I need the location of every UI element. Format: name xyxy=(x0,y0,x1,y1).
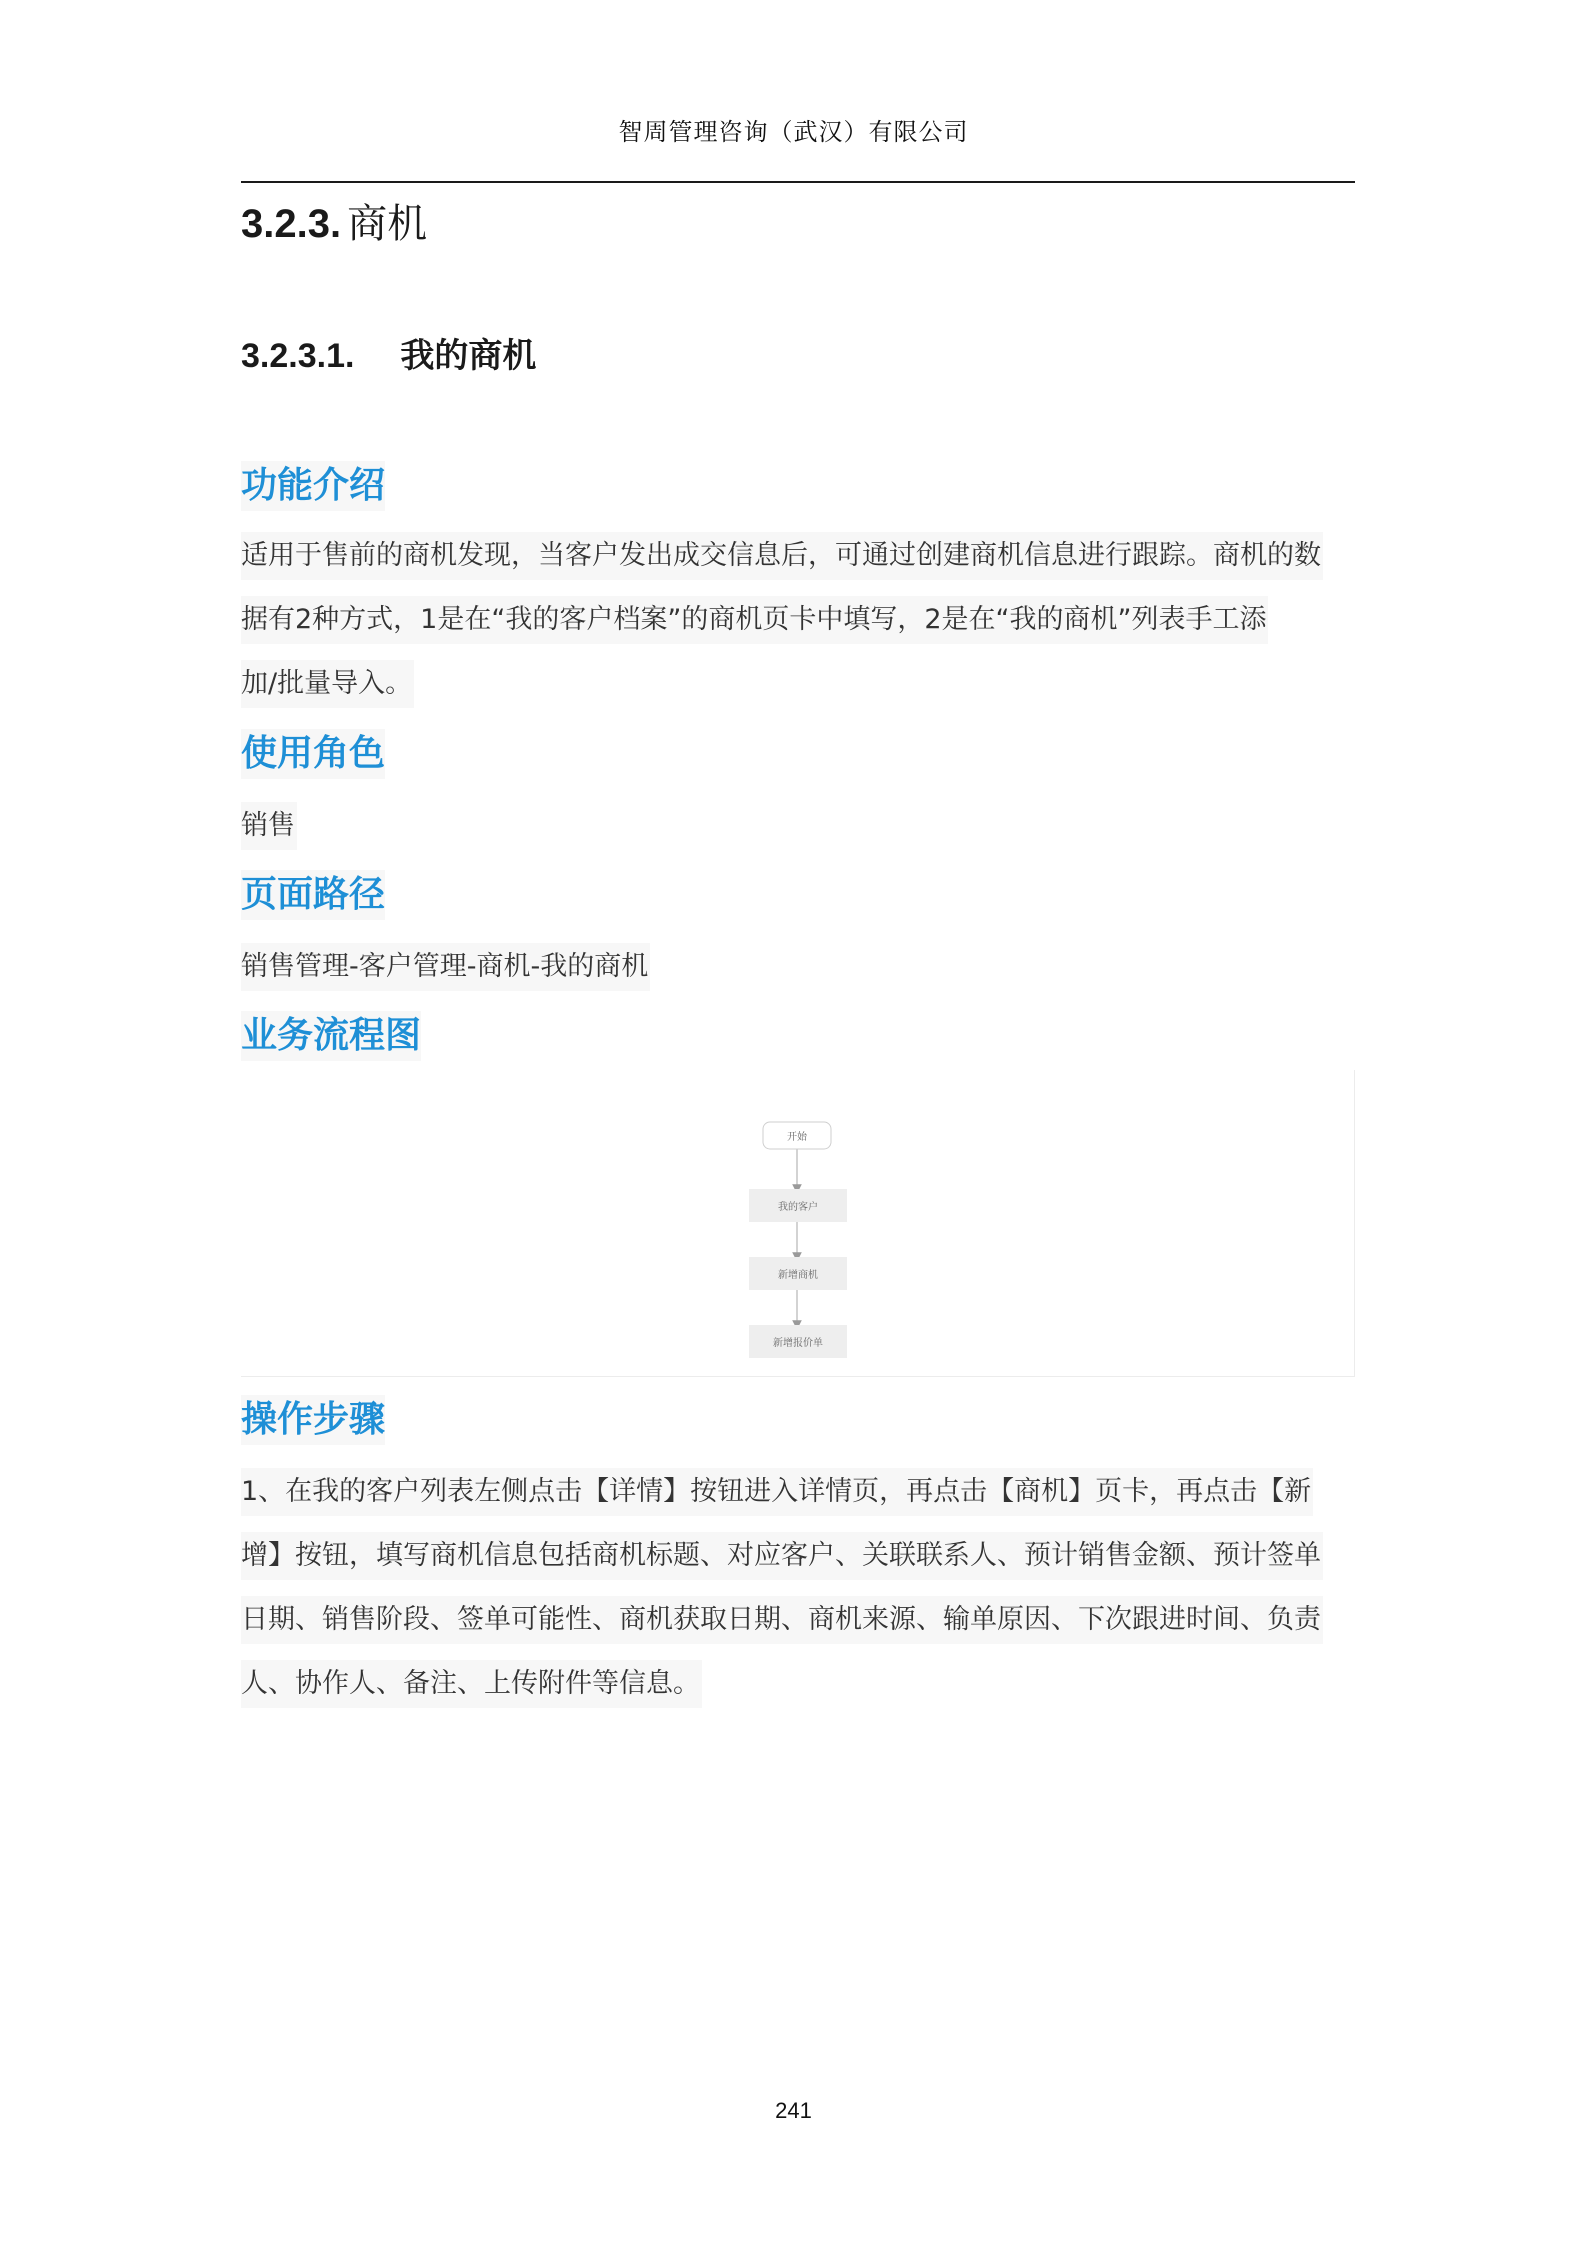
page-path-label: 页面路径 xyxy=(241,870,385,920)
function-intro-label: 功能介绍 xyxy=(241,461,385,511)
steps-text xyxy=(241,1460,1355,1716)
subsection-title: 我的商机 xyxy=(400,336,537,376)
page-number: 241 xyxy=(775,2098,812,2123)
section-title: 商机 xyxy=(347,201,428,247)
steps-label: 操作步骤 xyxy=(241,1395,385,1445)
paragraph-line: 日期、销售阶段、签单可能性、商机获取日期、商机来源、输单原因、下次跟进时间、负责 xyxy=(241,1588,1355,1652)
subsection-heading xyxy=(241,328,536,377)
page-path-text xyxy=(241,935,1355,999)
flowchart-label: 业务流程图 xyxy=(241,1011,421,1061)
roles-label: 使用角色 xyxy=(241,729,385,779)
paragraph-line: 销售 xyxy=(241,794,1355,858)
flow-node-label: 新增商机 xyxy=(778,1270,818,1281)
paragraph-line: 加/批量导入。 xyxy=(241,652,1355,716)
running-header: 智周管理咨询（武汉）有限公司 xyxy=(618,118,969,146)
paragraph-line: 据有2种方式，1是在“我的客户档案”的商机页卡中填写，2是在“我的商机”列表手工添 xyxy=(241,588,1355,652)
section-heading xyxy=(241,192,427,249)
paragraph-line: 1、在我的客户列表左侧点击【详情】按钮进入详情页，再点击【商机】页卡，再点击【新 xyxy=(241,1460,1355,1524)
flow-node-label: 开始 xyxy=(787,1132,807,1143)
flow-node-label: 新增报价单 xyxy=(773,1338,823,1349)
flow-node-label: 我的客户 xyxy=(778,1202,818,1213)
paragraph-line: 销售管理-客户管理-商机-我的商机 xyxy=(241,935,1355,999)
paragraph-line: 增】按钮，填写商机信息包括商机标题、对应客户、关联联系人、预计销售金额、预计签单 xyxy=(241,1524,1355,1588)
subsection-number: 3.2.3.1. xyxy=(241,337,355,375)
header-rule xyxy=(241,181,1355,183)
paragraph-line: 人、协作人、备注、上传附件等信息。 xyxy=(241,1652,1355,1716)
roles-text xyxy=(241,794,1355,858)
flowchart-image xyxy=(241,1070,1355,1377)
paragraph-line: 适用于售前的商机发现，当客户发出成交信息后，可通过创建商机信息进行跟踪。商机的数 xyxy=(241,524,1355,588)
function-intro-text xyxy=(241,524,1355,716)
flowchart-diagram xyxy=(241,1070,1354,1376)
section-number: 3.2.3. xyxy=(241,202,342,246)
